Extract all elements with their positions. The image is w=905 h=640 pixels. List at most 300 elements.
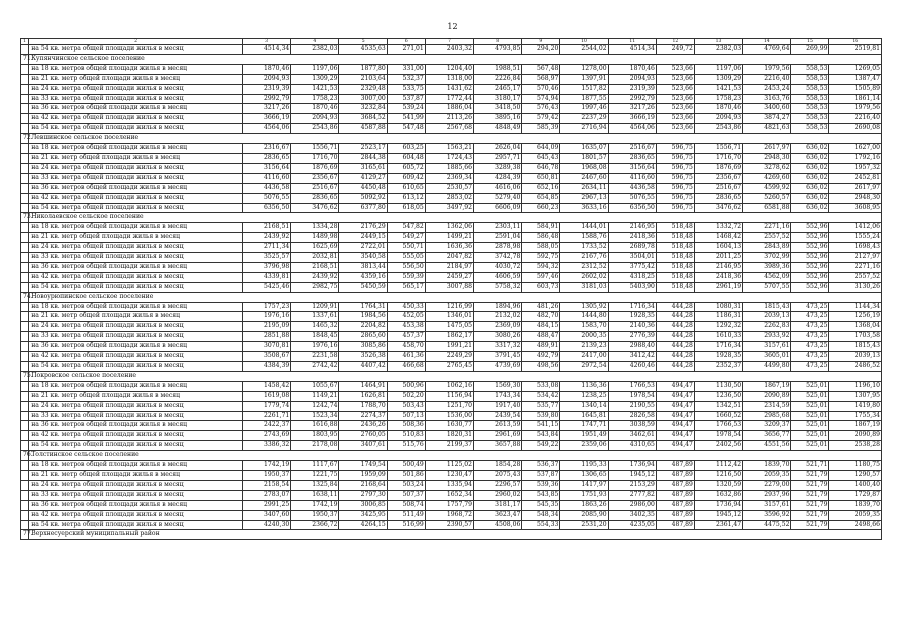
row-number-cell [21, 500, 29, 510]
value-cell: 646,78 [522, 163, 560, 173]
value-cell: 596,75 [656, 144, 694, 154]
value-cell: 2519,81 [829, 45, 882, 55]
value-cell: 4599,92 [743, 183, 791, 193]
column-number: 8 [474, 39, 522, 45]
row-number-cell [21, 431, 29, 441]
row-number-cell [21, 253, 29, 263]
row-number-cell [21, 144, 29, 154]
value-cell: 2422,37 [242, 421, 290, 431]
value-cell: 2486,52 [829, 362, 882, 372]
value-cell: 1758,23 [291, 94, 339, 104]
table-row [21, 510, 882, 520]
row-number-cell [21, 203, 29, 213]
value-cell: 1779,74 [242, 401, 290, 411]
value-cell: 481,26 [522, 302, 560, 312]
value-cell: 2158,54 [242, 480, 290, 490]
value-cell: 1716,34 [694, 342, 742, 352]
value-cell: 487,89 [656, 461, 694, 471]
value-cell: 547,82 [387, 223, 425, 233]
section-header-row [21, 530, 882, 540]
value-cell: 2992,79 [242, 94, 290, 104]
value-cell: 473,25 [791, 362, 829, 372]
table-row [21, 104, 882, 114]
section-number: 75. [21, 371, 29, 381]
value-cell: 1362,06 [425, 223, 473, 233]
row-label: на 54 кв. метра общей площади жилья в месяц [29, 124, 243, 134]
row-number-cell [21, 45, 29, 55]
value-cell: 487,89 [656, 510, 694, 520]
value-cell: 636,02 [791, 193, 829, 203]
rates-table [20, 38, 882, 540]
value-cell: 2982,75 [291, 282, 339, 292]
value-cell: 596,75 [656, 163, 694, 173]
value-cell: 1583,70 [560, 322, 608, 332]
value-cell: 1156,94 [425, 391, 473, 401]
value-cell: 3605,01 [743, 352, 791, 362]
value-cell: 1747,71 [560, 421, 608, 431]
value-cell: 588,05 [522, 243, 560, 253]
section-header-row [21, 54, 882, 64]
value-cell: 2011,25 [694, 253, 742, 263]
row-label: на 36 кв. метров общей площади жилья в месяц [29, 262, 243, 272]
value-cell: 2417,00 [560, 352, 608, 362]
value-cell: 1757,79 [425, 500, 473, 510]
value-cell: 2459,27 [425, 272, 473, 282]
column-number: 9 [522, 39, 560, 45]
value-cell: 596,75 [656, 203, 694, 213]
row-label: на 42 кв. метра общей площади жилья в месяц [29, 272, 243, 282]
row-label: на 18 кв. метров общей площади жилья в месяц [29, 381, 243, 391]
value-cell: 1397,91 [560, 74, 608, 84]
value-cell: 501,86 [387, 470, 425, 480]
value-cell: 3180,17 [474, 94, 522, 104]
value-cell: 1251,70 [425, 401, 473, 411]
table-row [21, 381, 882, 391]
value-cell: 444,28 [656, 302, 694, 312]
value-cell: 4260,46 [608, 362, 656, 372]
value-cell: 1444,01 [560, 223, 608, 233]
table-row [21, 45, 882, 55]
value-cell: 4848,49 [474, 124, 522, 134]
value-cell: 2613,59 [474, 421, 522, 431]
section-title: Верхнесуерский муниципальный район [29, 530, 882, 540]
value-cell: 1978,54 [608, 391, 656, 401]
value-cell: 523,66 [656, 94, 694, 104]
value-cell: 2961,19 [694, 282, 742, 292]
row-label: на 18 кв. метров общей площади жилья в месяц [29, 302, 243, 312]
value-cell: 2797,30 [339, 490, 387, 500]
value-cell: 2271,16 [743, 223, 791, 233]
value-cell: 636,02 [791, 183, 829, 193]
value-cell: 603,73 [522, 282, 560, 292]
value-cell: 1290,57 [829, 470, 882, 480]
value-cell: 1792,16 [829, 153, 882, 163]
column-number: 10 [560, 39, 608, 45]
value-cell: 3540,58 [339, 253, 387, 263]
table-row [21, 362, 882, 372]
value-cell: 3085,86 [339, 342, 387, 352]
value-cell: 2991,25 [242, 500, 290, 510]
value-cell: 3156,64 [242, 163, 290, 173]
value-cell: 2439,92 [242, 233, 290, 243]
value-cell: 1716,34 [608, 302, 656, 312]
value-cell: 4030,72 [474, 262, 522, 272]
table-row [21, 342, 882, 352]
value-cell: 1334,28 [291, 223, 339, 233]
value-cell: 2319,39 [242, 84, 290, 94]
row-number-cell [21, 352, 29, 362]
value-cell: 1499,21 [425, 233, 473, 243]
value-cell: 1635,07 [560, 144, 608, 154]
value-cell: 2176,29 [339, 223, 387, 233]
row-label: на 42 кв. метра общей площади жилья в месяц [29, 193, 243, 203]
table-row [21, 193, 882, 203]
row-number-cell [21, 302, 29, 312]
value-cell: 2329,48 [339, 84, 387, 94]
value-cell: 3006,85 [339, 500, 387, 510]
table-row [21, 153, 882, 163]
value-cell: 1736,94 [694, 500, 742, 510]
value-cell: 558,53 [791, 124, 829, 134]
value-cell: 3895,16 [474, 114, 522, 124]
row-number-cell [21, 461, 29, 471]
value-cell: 4384,39 [242, 362, 290, 372]
value-cell: 2853,02 [425, 193, 473, 203]
section-title: Купянчинское сельское поселение [29, 54, 882, 64]
value-cell: 2851,88 [242, 332, 290, 342]
value-cell: 3633,16 [560, 203, 608, 213]
row-label: на 21 кв. метр общей площади жилья в месяц [29, 153, 243, 163]
value-cell: 6356,50 [242, 203, 290, 213]
row-label: на 24 кв. метра общей площади жилья в месяц [29, 84, 243, 94]
column-number: 2 [29, 39, 243, 45]
value-cell: 1627,00 [829, 144, 882, 154]
value-cell: 2783,07 [242, 490, 290, 500]
value-cell: 2168,51 [291, 262, 339, 272]
value-cell: 3525,57 [242, 253, 290, 263]
section-title: Левшинское сельское поселение [29, 134, 882, 144]
value-cell: 444,28 [656, 312, 694, 322]
value-cell: 558,53 [791, 104, 829, 114]
value-cell: 1306,65 [560, 470, 608, 480]
value-cell: 2743,69 [242, 431, 290, 441]
value-cell: 2094,93 [242, 74, 290, 84]
value-cell: 2352,37 [694, 362, 742, 372]
value-cell: 2498,66 [829, 520, 882, 530]
value-cell: 3504,01 [608, 253, 656, 263]
value-cell: 547,48 [387, 124, 425, 134]
value-cell: 1820,31 [425, 431, 473, 441]
value-cell: 2303,11 [474, 223, 522, 233]
value-cell: 596,75 [656, 193, 694, 203]
value-cell: 1112,42 [694, 461, 742, 471]
row-number-cell [21, 104, 29, 114]
value-cell: 2178,08 [291, 441, 339, 451]
value-cell: 1703,58 [829, 332, 882, 342]
value-cell: 2436,26 [339, 421, 387, 431]
value-cell: 1928,35 [608, 312, 656, 322]
value-cell: 3526,38 [339, 352, 387, 362]
value-cell: 2711,34 [242, 243, 290, 253]
value-cell: 3813,44 [339, 262, 387, 272]
value-cell: 500,96 [387, 381, 425, 391]
value-cell: 461,36 [387, 352, 425, 362]
value-cell: 3623,47 [474, 510, 522, 520]
row-label: на 21 кв. метр общей площади жилья в месяц [29, 391, 243, 401]
value-cell: 3989,36 [743, 262, 791, 272]
table-row [21, 74, 882, 84]
value-cell: 1894,96 [474, 302, 522, 312]
value-cell: 2418,36 [694, 272, 742, 282]
value-cell: 3317,32 [474, 342, 522, 352]
value-cell: 511,49 [387, 510, 425, 520]
value-cell: 2937,96 [743, 490, 791, 500]
row-label: на 54 кв. метра общей площади жилья в месяц [29, 45, 243, 55]
value-cell: 5279,40 [474, 193, 522, 203]
row-number-cell [21, 362, 29, 372]
value-cell: 2226,84 [474, 74, 522, 84]
value-cell: 1332,72 [694, 223, 742, 233]
value-cell: 2865,60 [339, 332, 387, 342]
value-cell: 5076,55 [608, 193, 656, 203]
value-cell: 2690,08 [829, 124, 882, 134]
value-cell: 4769,64 [743, 45, 791, 55]
row-number-cell [21, 312, 29, 322]
value-cell: 2617,97 [743, 144, 791, 154]
value-cell: 518,48 [656, 253, 694, 263]
value-cell: 1523,34 [291, 411, 339, 421]
value-cell: 1991,21 [425, 342, 473, 352]
row-number-cell [21, 272, 29, 282]
value-cell: 1221,75 [291, 470, 339, 480]
value-cell: 2039,13 [743, 312, 791, 322]
table-row [21, 84, 882, 94]
value-cell: 1801,57 [560, 153, 608, 163]
section-number: 72. [21, 134, 29, 144]
value-cell: 2167,76 [560, 253, 608, 263]
value-cell: 523,66 [656, 64, 694, 74]
value-cell: 1444,80 [560, 312, 608, 322]
value-cell: 1729,87 [829, 490, 882, 500]
value-cell: 4514,34 [242, 45, 290, 55]
value-cell: 555,05 [387, 253, 425, 263]
row-number-cell [21, 64, 29, 74]
value-cell: 523,66 [656, 84, 694, 94]
row-label: на 24 кв. метра общей площади жилья в месяц [29, 480, 243, 490]
value-cell: 636,02 [791, 144, 829, 154]
value-cell: 503,24 [387, 480, 425, 490]
value-cell: 1636,36 [425, 243, 473, 253]
value-cell: 2237,29 [560, 114, 608, 124]
value-cell: 660,23 [522, 203, 560, 213]
row-number-cell [21, 74, 29, 84]
row-label: на 33 кв. метра общей площади жилья в месяц [29, 490, 243, 500]
value-cell: 2948,30 [829, 193, 882, 203]
value-cell: 2366,72 [291, 520, 339, 530]
value-cell: 4739,69 [474, 362, 522, 372]
row-number-cell [21, 322, 29, 332]
value-cell: 4514,34 [608, 45, 656, 55]
table-row [21, 282, 882, 292]
value-cell: 3425,95 [339, 510, 387, 520]
value-cell: 1186,31 [694, 312, 742, 322]
value-cell: 605,72 [387, 163, 425, 173]
value-cell: 2382,03 [694, 45, 742, 55]
value-cell: 604,48 [387, 153, 425, 163]
value-cell: 554,33 [522, 520, 560, 530]
value-cell: 5450,59 [339, 282, 387, 292]
value-cell: 539,36 [522, 480, 560, 490]
column-number: 6 [387, 39, 425, 45]
table-row [21, 302, 882, 312]
value-cell: 535,77 [522, 401, 560, 411]
value-cell: 523,66 [656, 124, 694, 134]
value-cell: 2516,67 [608, 144, 656, 154]
value-cell: 4407,42 [339, 362, 387, 372]
value-cell: 2059,35 [743, 470, 791, 480]
value-cell: 508,74 [387, 500, 425, 510]
value-cell: 2449,15 [339, 233, 387, 243]
value-cell: 508,36 [387, 421, 425, 431]
value-cell: 2296,57 [474, 480, 522, 490]
value-cell: 450,33 [387, 302, 425, 312]
value-cell: 2168,64 [339, 480, 387, 490]
value-cell: 1854,28 [474, 461, 522, 471]
value-cell: 2836,65 [608, 153, 656, 163]
value-cell: 3181,17 [474, 500, 522, 510]
table-row [21, 490, 882, 500]
value-cell: 2356,67 [291, 173, 339, 183]
value-cell: 584,91 [522, 223, 560, 233]
row-label: на 21 кв. метр общей площади жилья в месяц [29, 233, 243, 243]
value-cell: 1764,31 [339, 302, 387, 312]
value-cell: 1269,05 [829, 64, 882, 74]
value-cell: 2059,35 [829, 510, 882, 520]
value-cell: 1421,53 [291, 84, 339, 94]
value-cell: 1886,04 [425, 104, 473, 114]
value-cell: 4793,85 [474, 45, 522, 55]
value-cell: 487,89 [656, 520, 694, 530]
value-cell: 1588,76 [560, 233, 608, 243]
value-cell: 2085,90 [560, 510, 608, 520]
value-cell: 1555,24 [829, 233, 882, 243]
value-cell: 3278,62 [743, 163, 791, 173]
value-cell: 558,53 [791, 84, 829, 94]
value-cell: 2543,86 [291, 124, 339, 134]
value-cell: 4562,09 [743, 272, 791, 282]
value-cell: 507,13 [387, 411, 425, 421]
value-cell: 1216,50 [694, 470, 742, 480]
value-cell: 3791,45 [474, 352, 522, 362]
value-cell: 2826,58 [608, 411, 656, 421]
value-cell: 1979,56 [743, 64, 791, 74]
value-cell: 1337,61 [291, 312, 339, 322]
value-cell: 3402,35 [608, 510, 656, 520]
value-cell: 1278,00 [560, 64, 608, 74]
table-row [21, 243, 882, 253]
value-cell: 1563,21 [425, 144, 473, 154]
column-number: 1 [21, 39, 29, 45]
value-cell: 4318,25 [608, 272, 656, 282]
value-cell: 518,48 [656, 233, 694, 243]
value-cell: 549,22 [522, 441, 560, 451]
value-cell: 2836,65 [242, 153, 290, 163]
value-cell: 2312,52 [560, 262, 608, 272]
table-row [21, 391, 882, 401]
value-cell: 550,71 [387, 243, 425, 253]
value-cell: 2132,02 [474, 312, 522, 322]
value-cell: 473,25 [791, 352, 829, 362]
value-cell: 3476,62 [291, 203, 339, 213]
value-cell: 2032,81 [291, 253, 339, 263]
table-row [21, 262, 882, 272]
value-cell: 532,37 [387, 74, 425, 84]
value-cell: 473,25 [791, 342, 829, 352]
value-cell: 494,47 [656, 391, 694, 401]
row-label: на 24 кв. метра общей площади жилья в месяц [29, 163, 243, 173]
value-cell: 482,70 [522, 312, 560, 322]
value-cell: 2075,43 [474, 470, 522, 480]
row-label: на 33 кв. метра общей площади жилья в месяц [29, 253, 243, 263]
value-cell: 1876,69 [291, 163, 339, 173]
table-row [21, 470, 882, 480]
value-cell: 494,47 [656, 431, 694, 441]
value-cell: 1885,66 [425, 163, 473, 173]
value-cell: 1136,36 [560, 381, 608, 391]
value-cell: 4564,06 [608, 124, 656, 134]
value-cell: 552,96 [791, 282, 829, 292]
value-cell: 1757,23 [242, 302, 290, 312]
value-cell: 1325,84 [291, 480, 339, 490]
row-label: на 21 кв. метр общей площади жилья в месяц [29, 470, 243, 480]
row-label: на 42 кв. метра общей площади жилья в месяц [29, 431, 243, 441]
value-cell: 2279,00 [743, 480, 791, 490]
value-cell: 2985,68 [743, 411, 791, 421]
value-cell: 503,43 [387, 401, 425, 411]
value-cell: 1968,08 [560, 163, 608, 173]
row-label: на 42 кв. метра общей площади жилья в месяц [29, 352, 243, 362]
value-cell: 518,48 [656, 272, 694, 282]
value-cell: 1863,26 [560, 500, 608, 510]
row-label: на 24 кв. метра общей площади жилья в месяц [29, 243, 243, 253]
value-cell: 2843,89 [743, 243, 791, 253]
value-cell: 494,47 [656, 401, 694, 411]
value-cell: 2094,93 [291, 114, 339, 124]
value-cell: 594,32 [522, 262, 560, 272]
row-label: на 54 кв. метра общей площади жилья в месяц [29, 441, 243, 451]
value-cell: 2146,95 [608, 223, 656, 233]
value-cell: 1305,92 [560, 302, 608, 312]
value-cell: 2361,47 [694, 520, 742, 530]
value-cell: 1309,29 [291, 74, 339, 84]
value-cell: 3656,77 [743, 431, 791, 441]
value-cell: 473,25 [791, 322, 829, 332]
value-cell: 1556,71 [291, 144, 339, 154]
value-cell: 473,25 [791, 302, 829, 312]
value-cell: 249,72 [656, 45, 694, 55]
value-cell: 2716,94 [560, 124, 608, 134]
value-cell: 271,01 [387, 45, 425, 55]
value-cell: 552,96 [791, 233, 829, 243]
value-cell: 576,43 [522, 104, 560, 114]
value-cell: 3386,32 [242, 441, 290, 451]
value-cell: 2356,67 [694, 173, 742, 183]
value-cell: 558,53 [791, 114, 829, 124]
value-cell: 502,20 [387, 391, 425, 401]
value-cell: 518,48 [656, 243, 694, 253]
value-cell: 4616,06 [474, 183, 522, 193]
value-cell: 579,42 [522, 114, 560, 124]
